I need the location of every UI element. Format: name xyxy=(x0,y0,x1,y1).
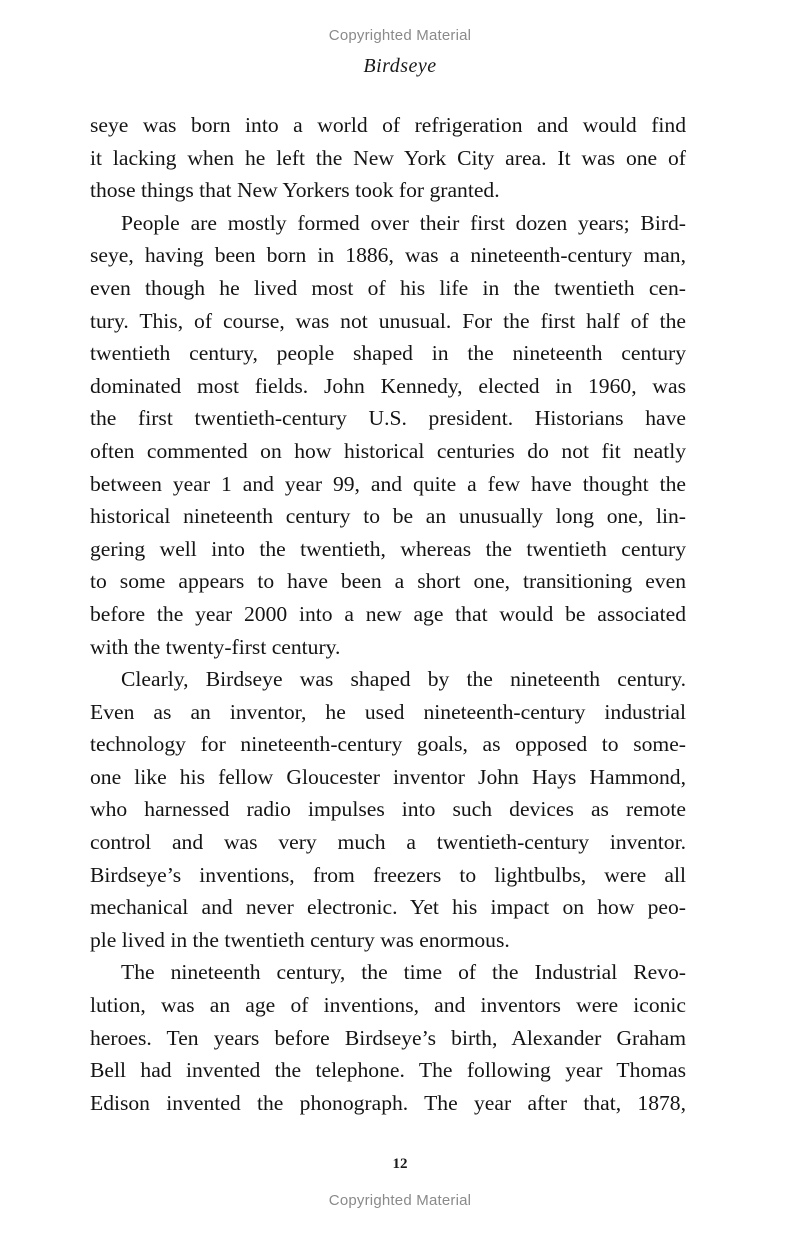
text-line: one like his fellow Gloucester inventor John Hays Hammond, xyxy=(90,764,686,789)
text-line: control and was very much a twentieth-century inventor. xyxy=(90,830,686,855)
text-line: The nineteenth century, the time of the Industrial Revo- xyxy=(121,960,686,985)
text-line: Edison invented the phonograph. The year after that, 1878, xyxy=(90,1090,686,1115)
text-line: between year 1 and year 99, and quite a few have thought the xyxy=(90,471,686,496)
text-line: Bell had invented the telephone. The following year Thomas xyxy=(90,1058,686,1083)
body-text xyxy=(90,109,686,1119)
text-line: gering well into the twentieth, whereas the twentieth century xyxy=(90,536,686,561)
text-line: seye was born into a world of refrigeration and would find xyxy=(90,113,686,137)
text-line: those things that New Yorkers took for granted. xyxy=(90,178,500,203)
text-line: twentieth century, people shaped in the nineteenth century xyxy=(90,341,686,366)
text-line: even though he lived most of his life in the twentieth cen- xyxy=(90,275,686,300)
text-line: often commented on how historical centuries do not fit neatly xyxy=(90,438,686,463)
text-line: the first twentieth-century U.S. president. Historians have xyxy=(90,406,686,431)
text-line: ple lived in the twentieth century was enormous. xyxy=(90,927,510,952)
text-line: Even as an inventor, he used nineteenth-century industrial xyxy=(90,699,686,724)
text-line: mechanical and never electronic. Yet his impact on how peo- xyxy=(90,895,686,920)
page-number: 12 xyxy=(392,1156,408,1172)
text-line: who harnessed radio impulses into such devices as remote xyxy=(90,797,686,822)
text-line: it lacking when he left the New York City area. It was one of xyxy=(90,145,686,170)
text-line: tury. This, of course, was not unusual. For the first half of the xyxy=(90,308,686,333)
text-line: dominated most fields. John Kennedy, elected in 1960, was xyxy=(90,373,686,398)
text-line: to some appears to have been a short one, transitioning even xyxy=(90,569,686,594)
text-line: lution, was an age of inventions, and inventors were iconic xyxy=(90,993,686,1018)
copyright-watermark-top: Copyrighted Material xyxy=(328,27,472,44)
text-line: seye, having been born in 1886, was a nineteenth-century man, xyxy=(90,243,686,268)
text-line: Clearly, Birdseye was shaped by the nineteenth century. xyxy=(121,667,686,692)
text-line: People are mostly formed over their first dozen years; Bird- xyxy=(121,210,686,235)
text-line: historical nineteenth century to be an unusually long one, lin- xyxy=(90,504,686,529)
text-line: before the year 2000 into a new age that would be associated xyxy=(90,601,686,626)
text-line: heroes. Ten years before Birdseye’s birth, Alexander Graham xyxy=(90,1025,686,1050)
running-head: Birdseye xyxy=(363,55,437,77)
text-line: technology for nineteenth-century goals, as opposed to some- xyxy=(90,732,686,757)
text-line: Birdseye’s inventions, from freezers to lightbulbs, were all xyxy=(90,862,686,887)
text-line: with the twenty-first century. xyxy=(90,634,341,659)
copyright-watermark-bottom: Copyrighted Material xyxy=(328,1192,472,1209)
